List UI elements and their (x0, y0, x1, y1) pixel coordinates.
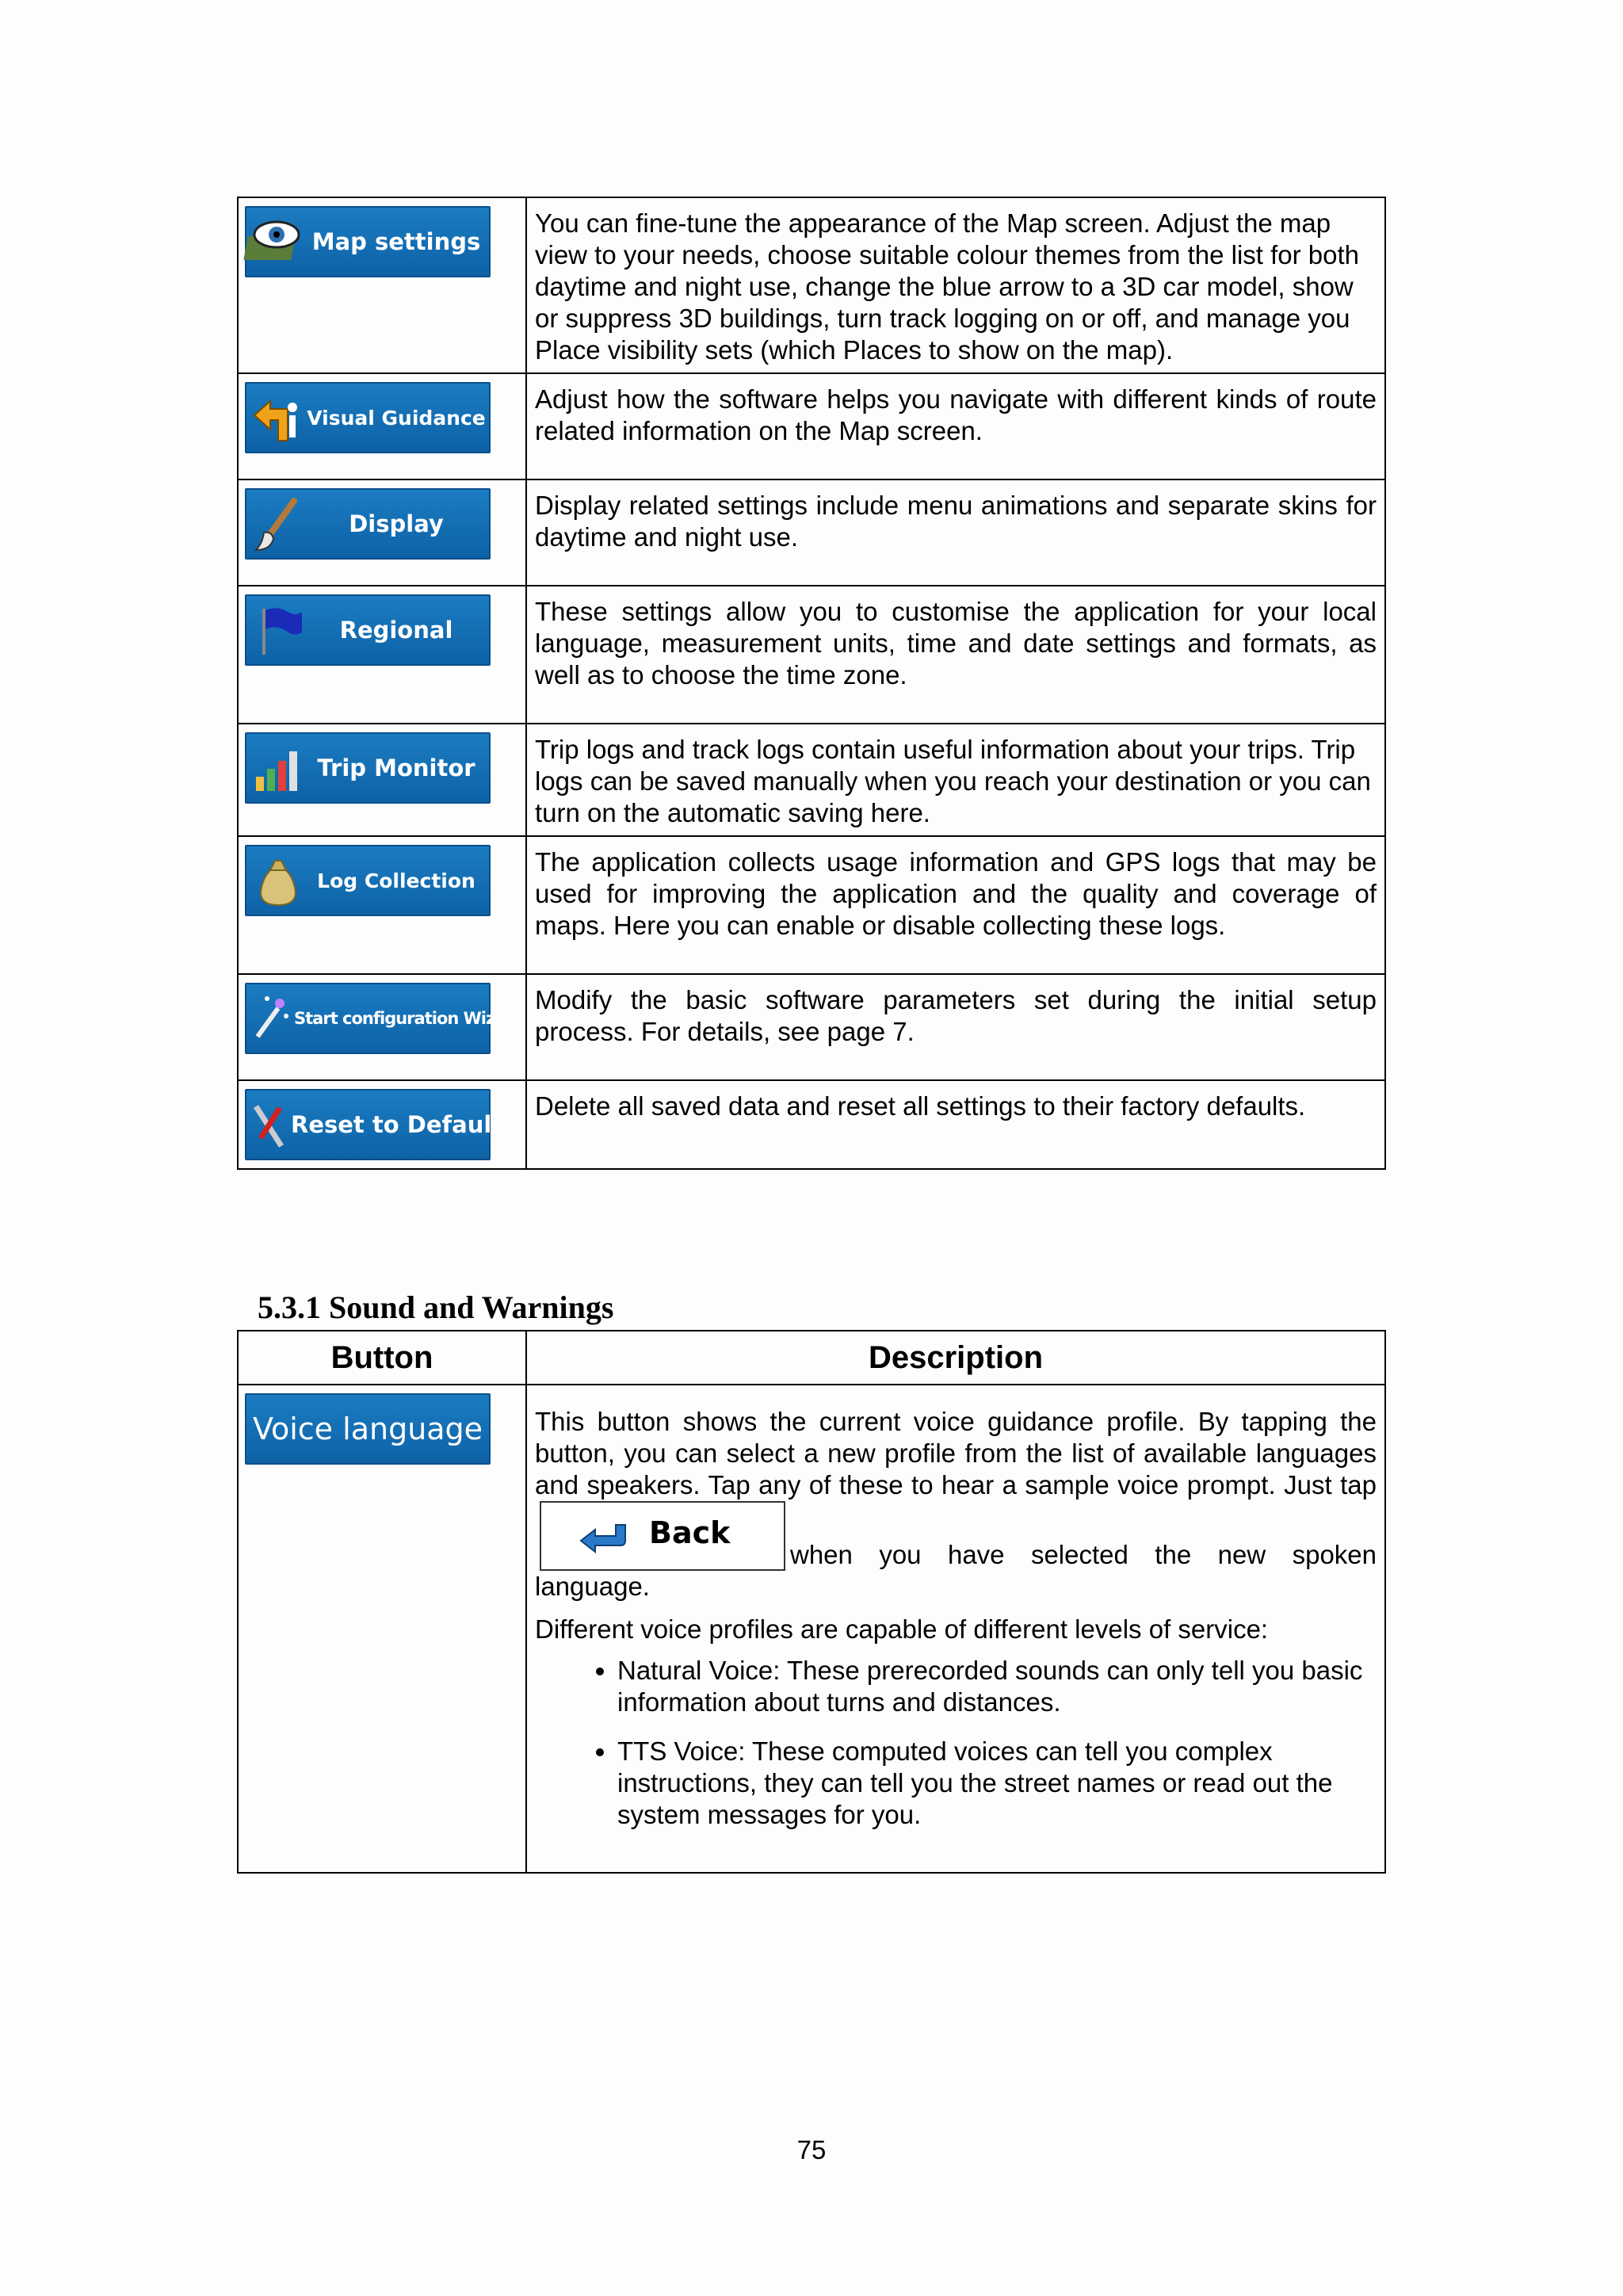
eye-map-icon (246, 208, 307, 276)
button-label: Reset to Defaults (291, 1111, 517, 1138)
turn-arrow-info-icon (246, 384, 307, 452)
reset-to-defaults-button[interactable] (245, 1089, 517, 1160)
voice-profile-list (535, 1655, 1377, 1831)
levels-intro: Different voice profiles are capable of different levels of service: (535, 1614, 1269, 1644)
button-label: Map settings (311, 228, 481, 255)
button-label: Log Collection (317, 869, 475, 892)
button-label: Voice language (252, 1412, 483, 1446)
log-collection-button[interactable] (245, 845, 491, 916)
button-label: Regional (339, 617, 453, 644)
voice-language-button[interactable] (245, 1393, 491, 1465)
description-text: when you have selected the new spoken language. (535, 1540, 1377, 1601)
trip-monitor-button[interactable] (245, 732, 491, 804)
table-row (238, 974, 1385, 1080)
table-row (238, 197, 1385, 373)
list-item: • TTS Voice: These computed voices can tell you complex instructions, they can tell you the street names or read out the system messages for you. (617, 1736, 1377, 1831)
row-description: These settings allow you to customise the application for your local language, measurement units, time and date settings and formats, as well as to choose the time zone. (535, 597, 1377, 690)
map-settings-button[interactable] (245, 206, 491, 277)
wrench-screwdriver-icon (246, 1091, 291, 1159)
table-header-row (238, 1331, 1385, 1385)
page-number: 75 (796, 2135, 827, 2164)
row-description: Modify the basic software parameters set during the initial setup process. For details, see page 7. (535, 985, 1377, 1046)
table-row (238, 479, 1385, 586)
table-row (238, 586, 1385, 724)
back-arrow-icon (579, 1522, 627, 1561)
display-button[interactable] (245, 488, 491, 560)
button-label: Trip Monitor (317, 755, 475, 781)
table-row (238, 836, 1385, 974)
row-description: Display related settings include menu animations and separate skins for daytime and night use. (535, 491, 1377, 552)
row-description: You can fine-tune the appearance of the Map screen. Adjust the map view to your needs, choose suitable colour themes from the list for both daytime and night use, change the blue arrow to a 3D car model, show or suppress 3D buildings, turn track logging on or off, and manage you Place visibility sets (which Places to show on the map). (535, 208, 1360, 365)
table-row (238, 724, 1385, 836)
settings-table (237, 197, 1386, 1170)
column-header-button: Button (238, 1331, 526, 1385)
table-row (238, 1385, 1385, 1873)
button-label: Visual Guidance (307, 406, 486, 430)
table-row (238, 373, 1385, 479)
paintbrush-icon (246, 490, 307, 558)
bar-chart-icon (246, 734, 307, 802)
row-description: Adjust how the software helps you navigate with different kinds of route related information on the Map screen. (535, 384, 1377, 445)
money-bag-icon (246, 846, 307, 915)
button-label: Start configuration Wizard (294, 1009, 524, 1028)
row-description: Trip logs and track logs contain useful information about your trips. Trip logs can be saved manually when you reach your destination or you can turn on the automatic saving here. (535, 735, 1371, 827)
voice-description (535, 1406, 1377, 1603)
row-description: Delete all saved data and reset all settings to their factory defaults. (535, 1091, 1306, 1121)
start-configuration-wizard-button[interactable] (245, 983, 524, 1054)
back-label: Back (649, 1515, 731, 1550)
button-label: Display (349, 510, 444, 537)
description-text: This button shows the current voice guidance profile. By tapping the button, you can select a new profile from the list of available languages and speakers. Tap any of these to hear a sample voice prompt. Just tap (535, 1407, 1377, 1499)
sound-warnings-table (237, 1330, 1386, 1874)
back-button-image (540, 1501, 785, 1571)
table-row (238, 1080, 1385, 1169)
column-header-description: Description (526, 1331, 1385, 1385)
magic-wand-icon (246, 984, 294, 1052)
section-heading: 5.3.1 Sound and Warnings (258, 1289, 614, 1325)
flag-icon (246, 596, 307, 664)
regional-button[interactable] (245, 594, 491, 666)
row-description: The application collects usage information and GPS logs that may be used for improving the application and the quality and coverage of maps. Here you can enable or disable collecting these logs. (535, 847, 1377, 940)
visual-guidance-button[interactable] (245, 382, 491, 453)
list-item: • Natural Voice: These prerecorded sounds can only tell you basic information about turns and distances. (617, 1655, 1377, 1718)
